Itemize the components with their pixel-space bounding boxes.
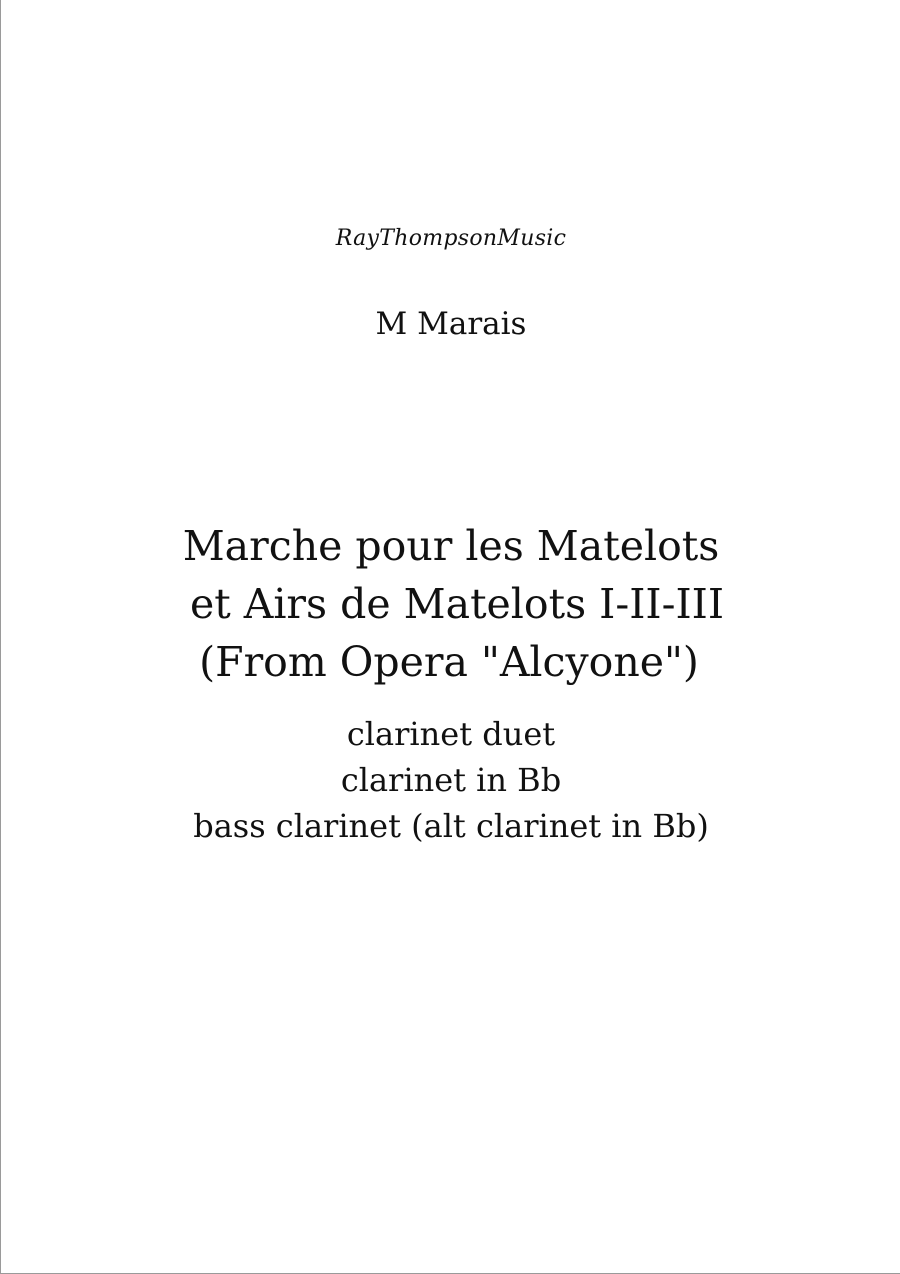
title-line-3: (From Opera "Alcyone") xyxy=(199,638,699,686)
publisher-name: RayThompsonMusic xyxy=(335,226,567,251)
instrumentation-line-3: bass clarinet (alt clarinet in Bb) xyxy=(193,807,709,845)
title-line-1: Marche pour les Matelots xyxy=(182,522,720,570)
composer-name: M Marais xyxy=(375,306,527,342)
instrumentation-line-1: clarinet duet xyxy=(346,715,556,753)
instrumentation-line-2: clarinet in Bb xyxy=(340,761,562,799)
title-line-2: et Airs de Matelots I-II-III xyxy=(189,580,725,628)
